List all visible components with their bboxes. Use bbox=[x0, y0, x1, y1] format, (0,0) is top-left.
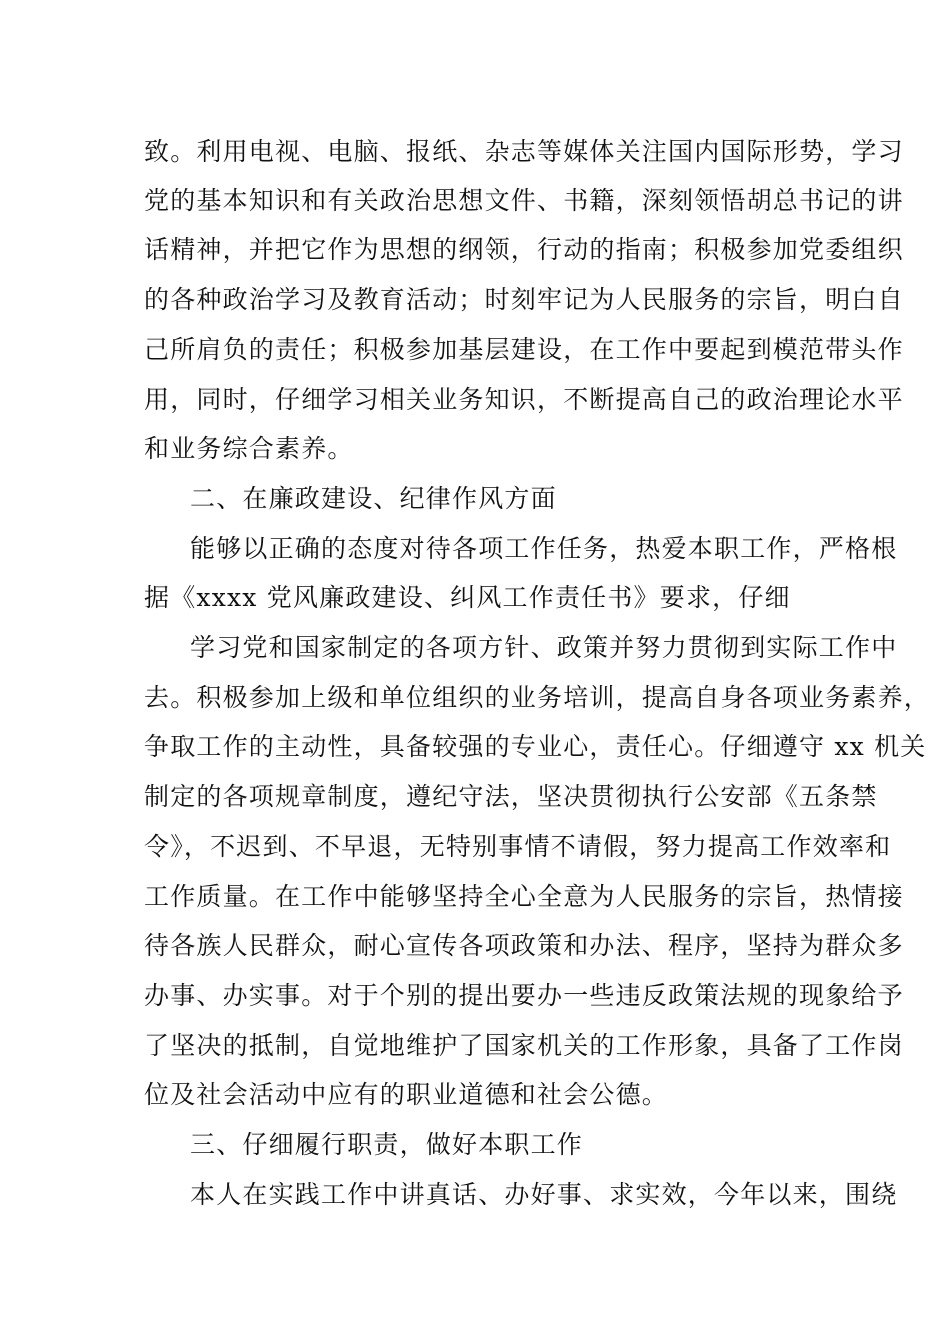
paragraph-line: 了坚决的抵制，自觉地维护了国家机关的工作形象，具备了工作岗 bbox=[144, 1031, 904, 1060]
paragraph-line: 学习党和国家制定的各项方针、政策并努力贯彻到实际工作中 bbox=[190, 633, 898, 662]
paragraph-line: 令》，不迟到、不早退，无特别事情不请假，努力提高工作效率和 bbox=[144, 832, 892, 861]
paragraph-line: 的各种政治学习及教育活动；时刻牢记为人民服务的宗旨，明白自 bbox=[144, 285, 904, 314]
paragraph-line: 能够以正确的态度对待各项工作任务，热爱本职工作，严格根 bbox=[190, 534, 898, 563]
paragraph-line: 争取工作的主动性，具备较强的专业心，责任心。仔细遵守 xx 机关 bbox=[144, 732, 927, 761]
paragraph-line: 话精神，并把它作为思想的纲领，行动的指南；积极参加党委组织 bbox=[144, 235, 904, 264]
section-heading: 二、在廉政建设、纪律作风方面 bbox=[190, 484, 557, 513]
paragraph-line: 党的基本知识和有关政治思想文件、书籍，深刻领悟胡总书记的讲 bbox=[144, 186, 904, 215]
paragraph-line: 制定的各项规章制度，遵纪守法，坚决贯彻执行公安部《五条禁 bbox=[144, 782, 878, 811]
paragraph-line: 据《xxxx 党风廉政建设、纠风工作责任书》要求，仔细 bbox=[144, 583, 791, 612]
paragraph-line: 己所肩负的责任；积极参加基层建设，在工作中要起到模范带头作 bbox=[144, 335, 904, 364]
paragraph-line: 去。积极参加上级和单位组织的业务培训，提高自身各项业务素养， bbox=[144, 683, 931, 712]
section-heading: 三、仔细履行职责，做好本职工作 bbox=[190, 1130, 584, 1159]
paragraph-line: 工作质量。在工作中能够坚持全心全意为人民服务的宗旨，热情接 bbox=[144, 882, 904, 911]
paragraph-line: 待各族人民群众，耐心宣传各项政策和办法、程序，坚持为群众多 bbox=[144, 931, 904, 960]
paragraph-line: 和业务综合素养。 bbox=[144, 434, 354, 463]
paragraph-line: 位及社会活动中应有的职业道德和社会公德。 bbox=[144, 1080, 669, 1109]
paragraph-line: 致。利用电视、电脑、报纸、杂志等媒体关注国内国际形势，学习 bbox=[144, 137, 904, 166]
paragraph-line: 用，同时，仔细学习相关业务知识，不断提高自己的政治理论水平 bbox=[144, 385, 904, 414]
paragraph-line: 本人在实践工作中讲真话、办好事、求实效，今年以来，围绕 bbox=[190, 1180, 898, 1209]
paragraph-line: 办事、办实事。对于个别的提出要办一些违反政策法规的现象给予 bbox=[144, 981, 904, 1010]
